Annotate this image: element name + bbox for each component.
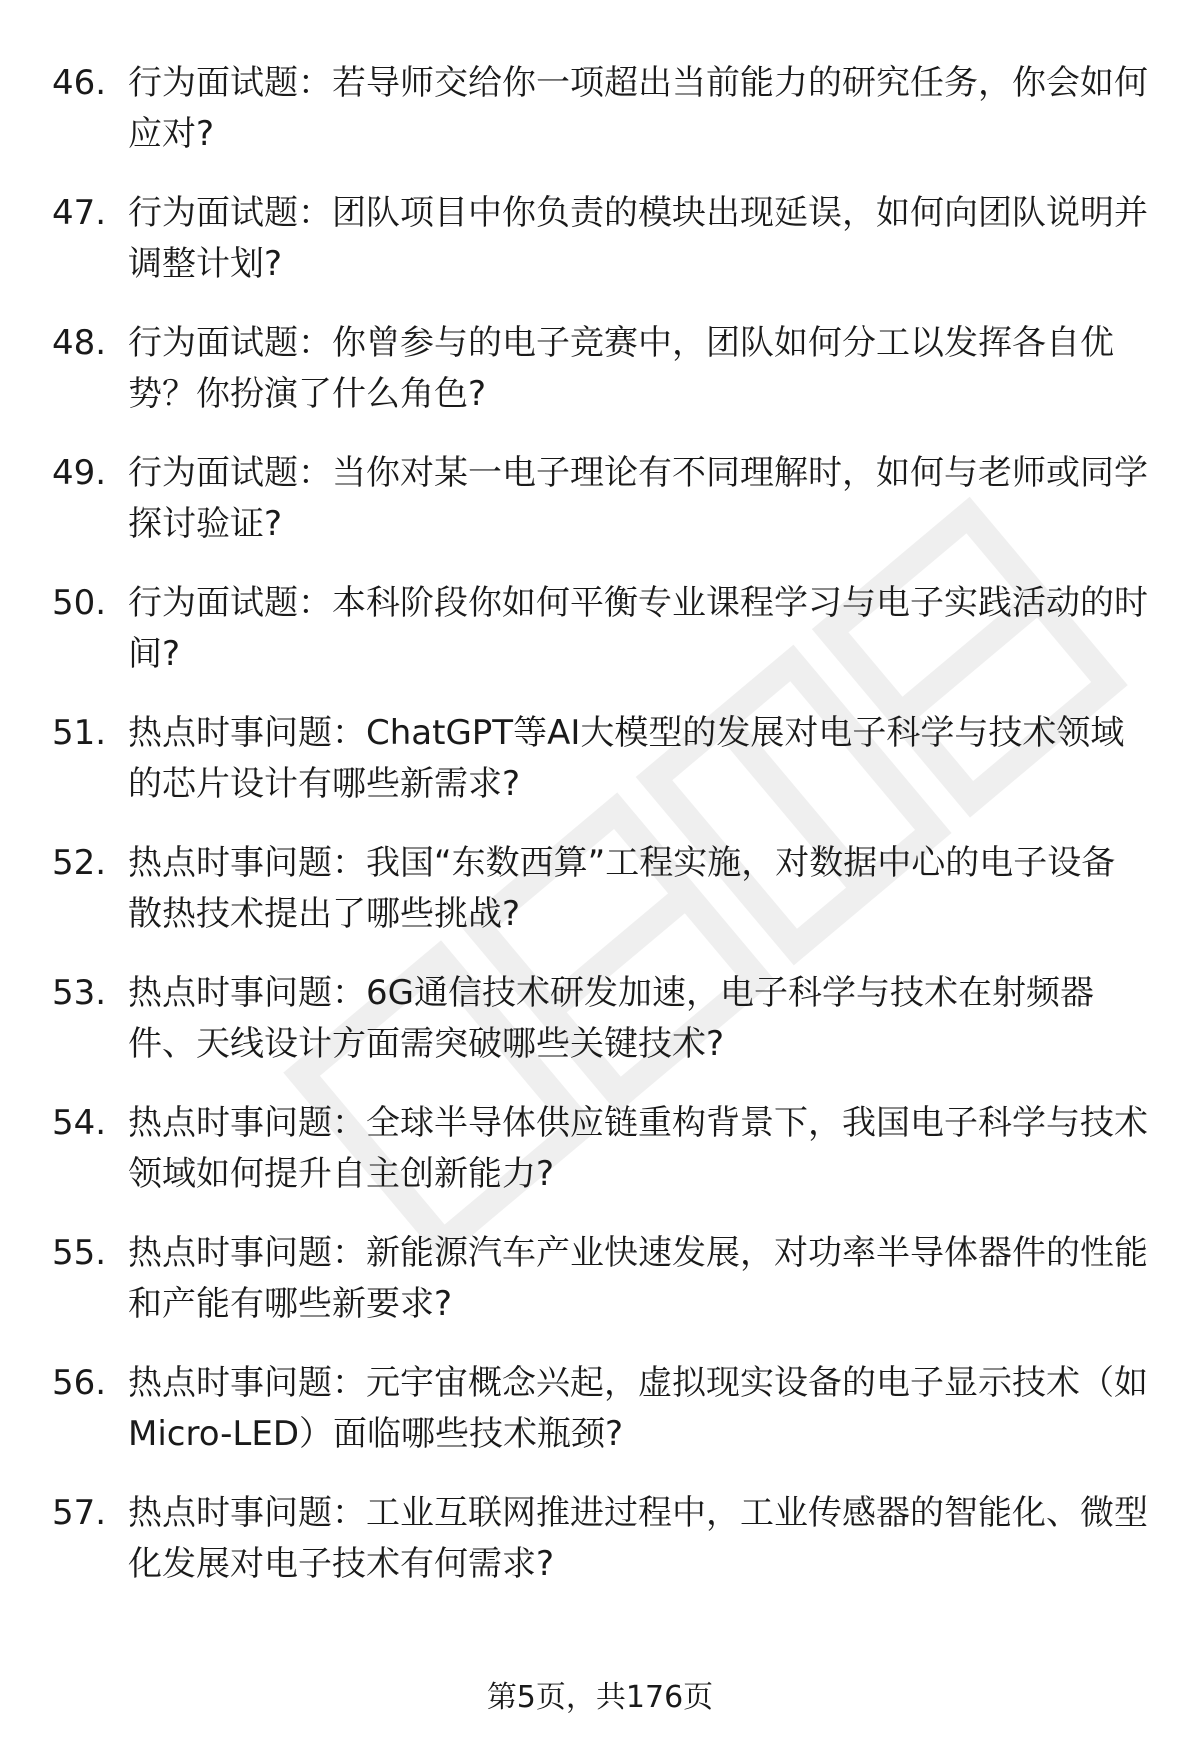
list-item xyxy=(52,1228,1152,1358)
list-item xyxy=(52,318,1152,448)
question-number: 56. xyxy=(52,1363,107,1403)
question-text: 热点时事问题：全球半导体供应链重构背景下，我国电子科学与技术领域如何提升自主创新能力? xyxy=(128,1103,1148,1194)
question-number: 49. xyxy=(52,453,107,493)
question-text: 行为面试题：团队项目中你负责的模块出现延误，如何向团队说明并调整计划? xyxy=(128,193,1148,284)
list-item xyxy=(52,448,1152,578)
list-item xyxy=(52,188,1152,318)
question-number: 50. xyxy=(52,583,107,623)
list-item xyxy=(52,838,1152,968)
question-number: 53. xyxy=(52,973,107,1013)
page-footer xyxy=(0,1678,1200,1718)
question-list xyxy=(52,58,1152,1618)
question-text: 行为面试题：当你对某一电子理论有不同理解时，如何与老师或同学探讨验证? xyxy=(128,453,1148,544)
list-item xyxy=(52,1488,1152,1618)
page-number-label: 第5页，共176页 xyxy=(486,1680,714,1715)
question-text: 行为面试题：本科阶段你如何平衡专业课程学习与电子实践活动的时间? xyxy=(128,583,1148,674)
question-number: 57. xyxy=(52,1493,107,1533)
list-item xyxy=(52,968,1152,1098)
question-number: 52. xyxy=(52,843,107,883)
list-item xyxy=(52,1098,1152,1228)
question-number: 54. xyxy=(52,1103,107,1143)
question-text: 热点时事问题：新能源汽车产业快速发展，对功率半导体器件的性能和产能有哪些新要求? xyxy=(128,1233,1148,1324)
question-number: 47. xyxy=(52,193,107,233)
question-text: 行为面试题：你曾参与的电子竞赛中，团队如何分工以发挥各自优势？你扮演了什么角色? xyxy=(128,323,1114,414)
question-text: 热点时事问题：ChatGPT等AI大模型的发展对电子科学与技术领域的芯片设计有哪些新需求? xyxy=(128,713,1125,804)
question-text: 热点时事问题：工业互联网推进过程中，工业传感器的智能化、微型化发展对电子技术有何需求? xyxy=(128,1493,1148,1584)
list-item xyxy=(52,708,1152,838)
question-text: 热点时事问题：我国“东数西算”工程实施，对数据中心的电子设备散热技术提出了哪些挑战? xyxy=(128,843,1116,934)
question-number: 46. xyxy=(52,63,107,103)
list-item xyxy=(52,578,1152,708)
question-text: 行为面试题：若导师交给你一项超出当前能力的研究任务，你会如何应对? xyxy=(128,63,1148,154)
question-number: 51. xyxy=(52,713,107,753)
question-number: 48. xyxy=(52,323,107,363)
question-text: 热点时事问题：元宇宙概念兴起，虚拟现实设备的电子显示技术（如Micro-LED）面临哪些技术瓶颈? xyxy=(128,1363,1148,1454)
question-text: 热点时事问题：6G通信技术研发加速，电子科学与技术在射频器件、天线设计方面需突破哪些关键技术? xyxy=(128,973,1094,1064)
question-number: 55. xyxy=(52,1233,107,1273)
list-item xyxy=(52,1358,1152,1488)
list-item xyxy=(52,58,1152,188)
